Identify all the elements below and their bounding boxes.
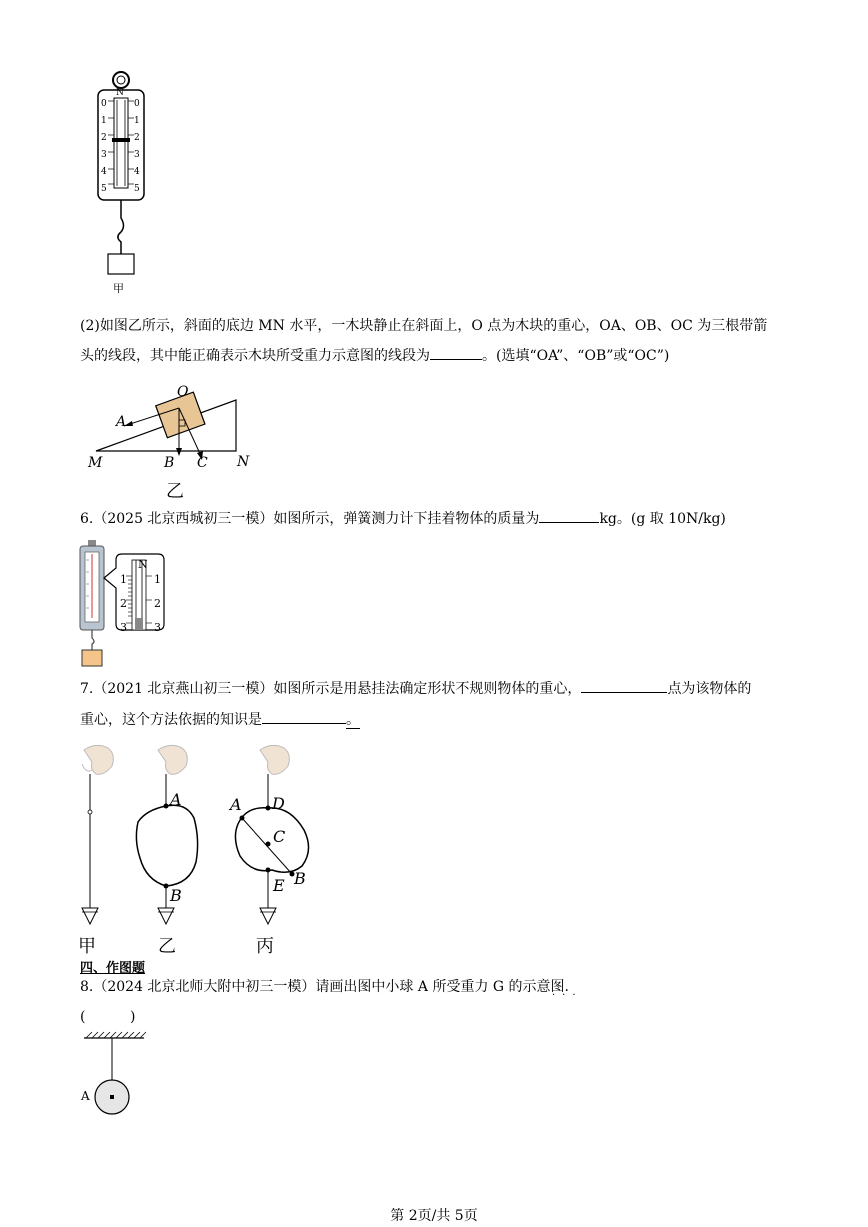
q5-2-line2-pre: 头的线段，其中能正确表示木块所受重力示意图的线段为 <box>80 348 430 364</box>
scale-tick: 4 <box>101 167 107 177</box>
label-C: C <box>197 455 208 471</box>
q6-pre: 6.（2025 北京西城初三一模）如图所示，弹簧测力计下挂着物体的质量为 <box>80 511 540 527</box>
q7-line2-pre: 重心，这个方法依据的知识是 <box>80 712 262 728</box>
label-bing-C: C <box>273 827 286 846</box>
scale-ticks-left <box>101 96 111 198</box>
q8-text: 8.（2024 北京北师大附中初三一模）请画出图中小球 A 所受重力 G 的示意图. <box>80 979 569 995</box>
q6-post: kg。(g 取 10N/kg) <box>599 511 726 527</box>
scale-tick: 3 <box>101 150 107 160</box>
q7-line1-pre: 7.（2021 北京燕山初三一模）如图所示是用悬挂法确定形状不规则物体的重心， <box>80 681 582 697</box>
q5-2-line2-post: 。(选填“OA”、“OB”或“OC”) <box>482 348 670 364</box>
scale-tick: 5 <box>101 184 107 194</box>
label-B: B <box>164 455 175 471</box>
scale-tick: 3 <box>134 150 140 160</box>
emphasis-dots: ··· <box>552 990 583 1001</box>
label-bing-E: E <box>273 876 285 895</box>
section-title: 四、作图题 <box>80 961 146 976</box>
label-bing-A: A <box>230 795 242 814</box>
q8-bracket: ( ) <box>80 1009 136 1025</box>
label-A: A <box>116 414 127 430</box>
q7-line1-post: 点为该物体的 <box>667 681 752 697</box>
q6-tick: 2 <box>154 597 161 610</box>
label-M: M <box>88 455 103 471</box>
scale-tick: 2 <box>134 133 140 143</box>
label-yi-A: A <box>170 790 182 809</box>
scale-tick: 1 <box>101 116 107 126</box>
caption-bing: 丙 <box>256 936 274 957</box>
q6-tick: 1 <box>154 573 161 586</box>
scale-tick: 2 <box>101 133 107 143</box>
answer-blank[interactable] <box>539 522 599 523</box>
q7-line2 <box>80 710 360 730</box>
q6-tick: 3 <box>120 621 127 634</box>
q6-tick: 3 <box>154 621 161 634</box>
q6-text <box>80 509 726 529</box>
q6-tick: 2 <box>120 597 127 610</box>
q7-line1 <box>80 679 751 699</box>
plumb-figure-jia <box>74 740 124 930</box>
caption-jia: 甲 <box>78 936 96 957</box>
scale-tick: 0 <box>101 99 107 109</box>
answer-blank[interactable] <box>581 692 667 693</box>
scale-tick: 0 <box>134 99 140 109</box>
scale-tick: 1 <box>134 116 140 126</box>
scale-unit-label: N <box>116 88 124 98</box>
label-O: O <box>177 384 189 400</box>
page-number: 第 2页/共 5页 <box>390 1208 478 1224</box>
hanging-ball-figure <box>80 1030 150 1120</box>
answer-blank[interactable] <box>262 723 346 724</box>
label-bing-B: B <box>294 869 306 888</box>
figure-caption-jia: 甲 <box>113 282 124 295</box>
ball-label-A: A <box>81 1089 90 1103</box>
caption-yi: 乙 <box>158 936 176 957</box>
scale-ticks-right <box>134 96 144 198</box>
q6-ticks-right <box>154 568 161 640</box>
label-yi-B: B <box>170 886 182 905</box>
label-N: N <box>237 454 250 470</box>
figure-caption-yi: 乙 <box>166 481 184 502</box>
label-bing-D: D <box>272 794 285 813</box>
q7-line2-post: 。 <box>346 712 360 728</box>
q6-ticks-left <box>120 568 127 640</box>
q6-tick: 1 <box>120 573 127 586</box>
scale-tick: 4 <box>134 167 140 177</box>
q6-scale-unit: N <box>138 558 148 571</box>
scale-tick: 5 <box>134 184 140 194</box>
q5-2-line2 <box>80 346 669 366</box>
q5-2-line1: (2)如图乙所示，斜面的底边 MN 水平，一木块静止在斜面上，O 点为木块的重心，OA、OB、OC 为三根带箭 <box>80 318 768 334</box>
answer-blank[interactable] <box>430 359 482 360</box>
